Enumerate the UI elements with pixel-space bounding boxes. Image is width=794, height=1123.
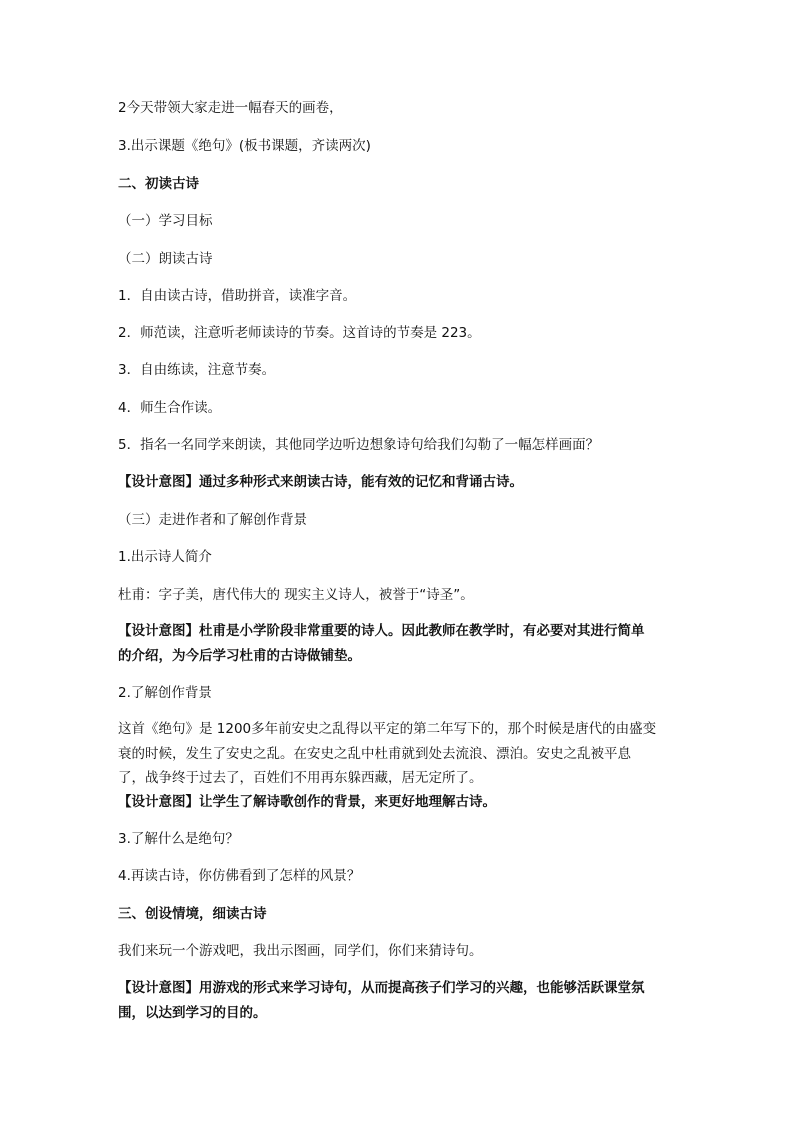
design-intent: 围，以达到学习的目的。 bbox=[118, 1005, 267, 1021]
text-line: 1.出示诗人简介 bbox=[118, 549, 212, 565]
list-item: 3．自由练读，注意节奏。 bbox=[118, 362, 276, 378]
list-item: 2．师范读，注意听老师读诗的节奏。这首诗的节奏是 223。 bbox=[118, 325, 481, 341]
subheading: （一）学习目标 bbox=[118, 213, 213, 229]
section-heading: 二、初读古诗 bbox=[118, 176, 199, 192]
text-line: 3.了解什么是绝句？ bbox=[118, 831, 239, 847]
list-item: 1．自由读古诗，借助拼音，读准字音。 bbox=[118, 288, 357, 304]
subheading: （二）朗读古诗 bbox=[118, 251, 213, 267]
subheading: （三）走进作者和了解创作背景 bbox=[118, 512, 307, 528]
design-intent: 【设计意图】让学生了解诗歌创作的背景，来更好地理解古诗。 bbox=[118, 794, 496, 810]
section-heading: 三、创设情境，细读古诗 bbox=[118, 906, 267, 922]
text-line: 我们来玩一个游戏吧，我出示图画，同学们，你们来猜诗句。 bbox=[118, 943, 483, 959]
text-line: 4.再读古诗，你仿佛看到了怎样的风景？ bbox=[118, 868, 361, 884]
background-paragraph: 这首《绝句》是 1200多年前安史之乱得以平定的第二年写下的，那个时候是唐代的由盛变 bbox=[118, 721, 657, 737]
background-paragraph: 衰的时候，发生了安史之乱。在安史之乱中杜甫就到处去流浪、漂泊。安史之乱被平息 bbox=[118, 746, 631, 762]
text-line: 3.出示课题《绝句》(板书课题，齐读两次) bbox=[118, 138, 371, 154]
background-paragraph: 了，战争终于过去了，百姓们不用再东躲西藏，居无定所了。 bbox=[118, 770, 483, 786]
design-intent: 【设计意图】杜甫是小学阶段非常重要的诗人。因此教师在教学时，有必要对其进行简单 bbox=[118, 623, 645, 639]
list-item: 5．指名一名同学来朗读，其他同学边听边想象诗句给我们勾勒了一幅怎样画面？ bbox=[118, 437, 600, 453]
design-intent: 的介绍，为今后学习杜甫的古诗做铺垫。 bbox=[118, 648, 361, 664]
design-intent: 【设计意图】通过多种形式来朗读古诗，能有效的记忆和背诵古诗。 bbox=[118, 474, 523, 490]
text-line: 2今天带领大家走进一幅春天的画卷， bbox=[118, 100, 343, 116]
design-intent: 【设计意图】用游戏的形式来学习诗句，从而提高孩子们学习的兴趣，也能够活跃课堂氛 bbox=[118, 980, 645, 996]
list-item: 4．师生合作读。 bbox=[118, 400, 222, 416]
poet-intro: 杜甫：字子美，唐代伟大的 现实主义诗人，被誉于“诗圣”。 bbox=[118, 587, 474, 603]
text-line: 2.了解创作背景 bbox=[118, 685, 212, 701]
